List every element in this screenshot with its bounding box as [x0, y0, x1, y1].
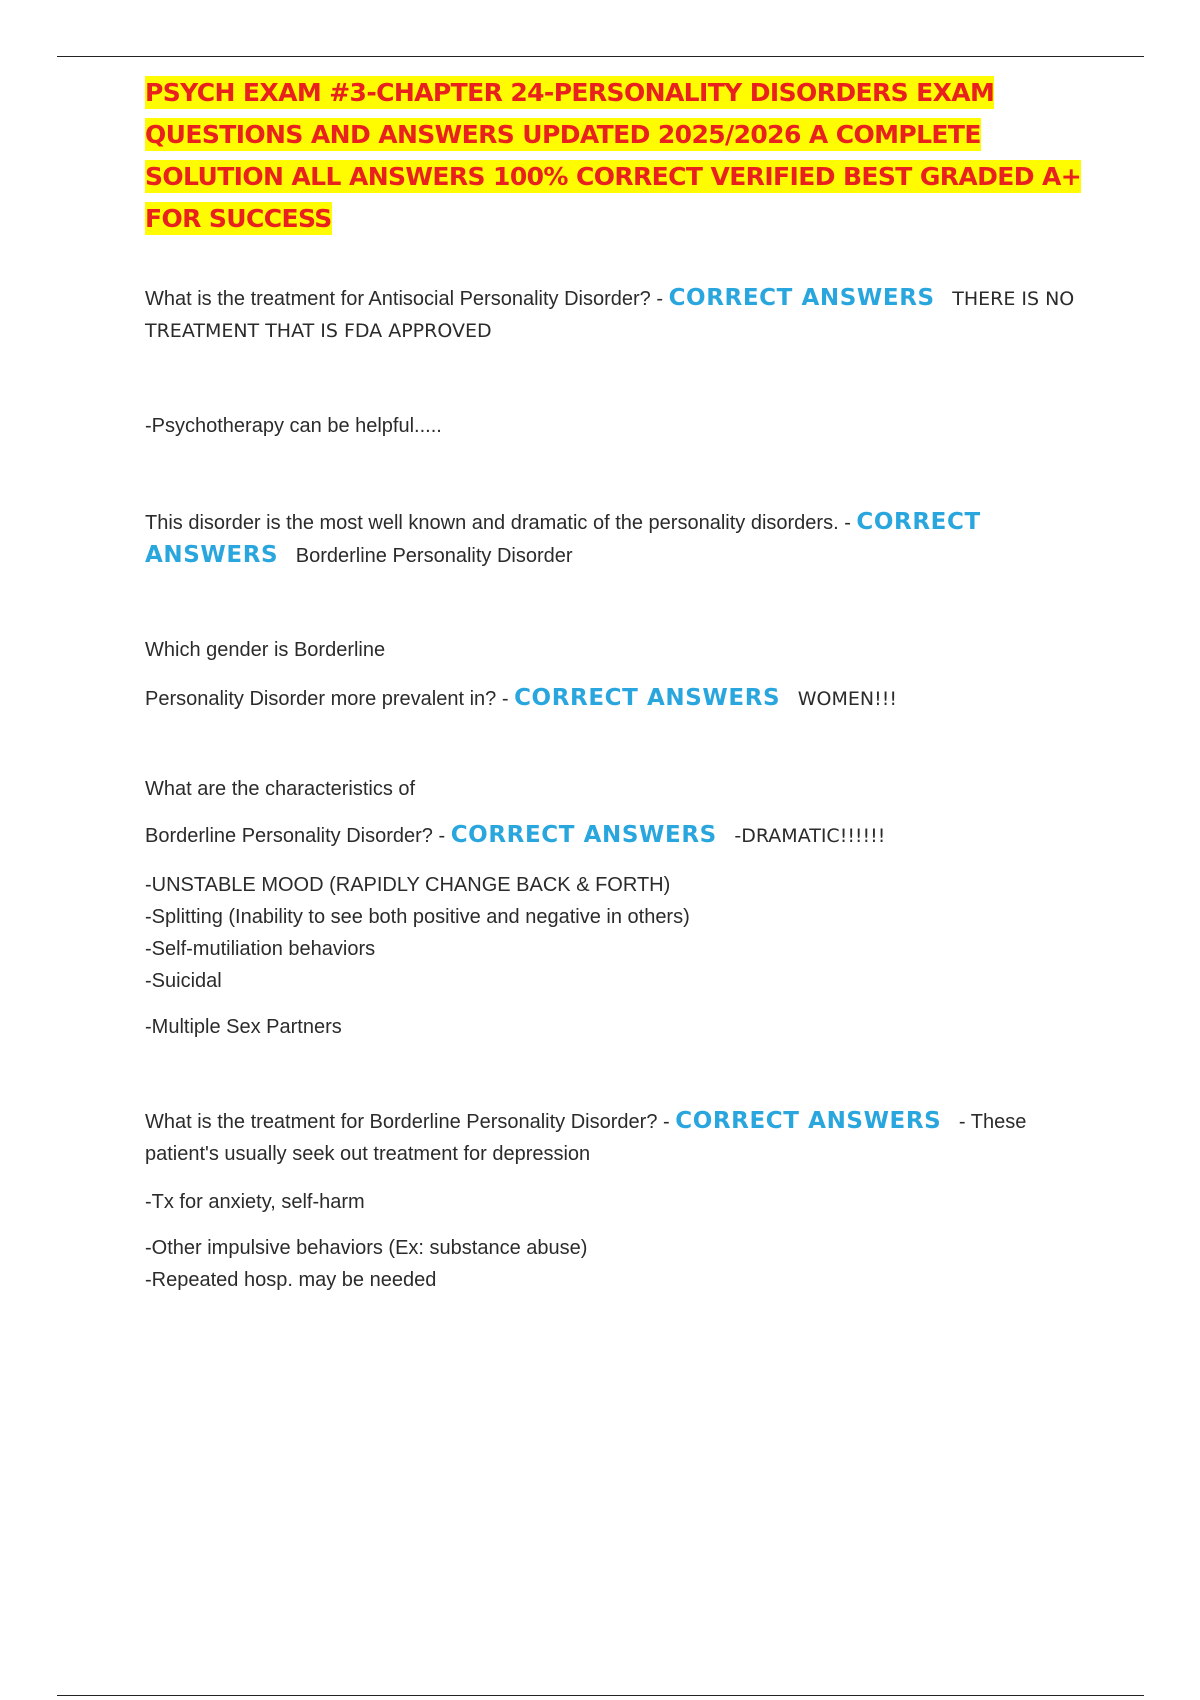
qa-4-extra-4: -Suicidal [145, 970, 222, 992]
answer: - These patient's usually seek out treatment for depression [145, 1111, 1027, 1165]
answer: -DRAMATIC!!!!!! [734, 825, 886, 847]
qa-4-question-line1: What are the characteristics of [145, 778, 416, 800]
correct-answers-tag: CORRECT ANSWERS [668, 285, 935, 311]
correct-answers-tag: CORRECT ANSWERS [145, 509, 981, 568]
question: Personality Disorder more prevalent in? - [145, 688, 509, 710]
answer: WOMEN!!! [797, 688, 897, 710]
qa-4-extra-1: -UNSTABLE MOOD (RAPIDLY CHANGE BACK & FORTH) [145, 874, 671, 896]
top-rule [57, 56, 1144, 57]
qa-4-text [145, 819, 1095, 852]
qa-item-2 [145, 506, 1095, 572]
correct-answers-tag: CORRECT ANSWERS [450, 822, 717, 848]
qa-item-5 [145, 1105, 1095, 1296]
question: What is the treatment for Antisocial Personality Disorder? - [145, 288, 663, 310]
qa-item-1 [145, 282, 1095, 442]
question: What is the treatment for Borderline Personality Disorder? - [145, 1111, 670, 1133]
document-title: PSYCH EXAM #3-CHAPTER 24-PERSONALITY DISORDERS EXAM QUESTIONS AND ANSWERS UPDATED 2025/2026 A COMPLETE SOLUTION ALL ANSWERS 100% CORRECT VERIFIED BEST GRADED A+ FOR SUCCESS [145, 78, 1082, 233]
qa-2-text [145, 506, 1095, 572]
answer: THERE IS NO TREATMENT THAT IS FDA APPROVED [145, 288, 1075, 342]
qa-5-text [145, 1105, 1095, 1170]
bottom-rule [57, 1695, 1144, 1696]
qa-5-extra-3: -Repeated hosp. may be needed [145, 1269, 437, 1291]
qa-4-extra-2: -Splitting (Inability to see both positive and negative in others) [145, 906, 690, 928]
qa-1-extra: -Psychotherapy can be helpful..... [145, 415, 442, 437]
qa-5-extra-2: -Other impulsive behaviors (Ex: substance abuse) [145, 1237, 588, 1259]
document-body [145, 72, 1095, 1296]
qa-5-extra-1: -Tx for anxiety, self-harm [145, 1191, 365, 1213]
qa-4-extra-5: -Multiple Sex Partners [145, 1016, 342, 1038]
qa-item-4 [145, 773, 1095, 1043]
question: Borderline Personality Disorder? - [145, 825, 446, 847]
answer: Borderline Personality Disorder [295, 545, 573, 567]
qa-3-text [145, 682, 1095, 715]
correct-answers-tag: CORRECT ANSWERS [675, 1108, 942, 1134]
qa-1-text [145, 282, 1095, 347]
qa-3-question-line1: Which gender is Borderline [145, 639, 386, 661]
qa-item-3 [145, 634, 1095, 715]
question: This disorder is the most well known and dramatic of the personality disorders. - [145, 512, 851, 534]
qa-4-extra-3: -Self-mutiliation behaviors [145, 938, 376, 960]
correct-answers-tag: CORRECT ANSWERS [514, 685, 781, 711]
